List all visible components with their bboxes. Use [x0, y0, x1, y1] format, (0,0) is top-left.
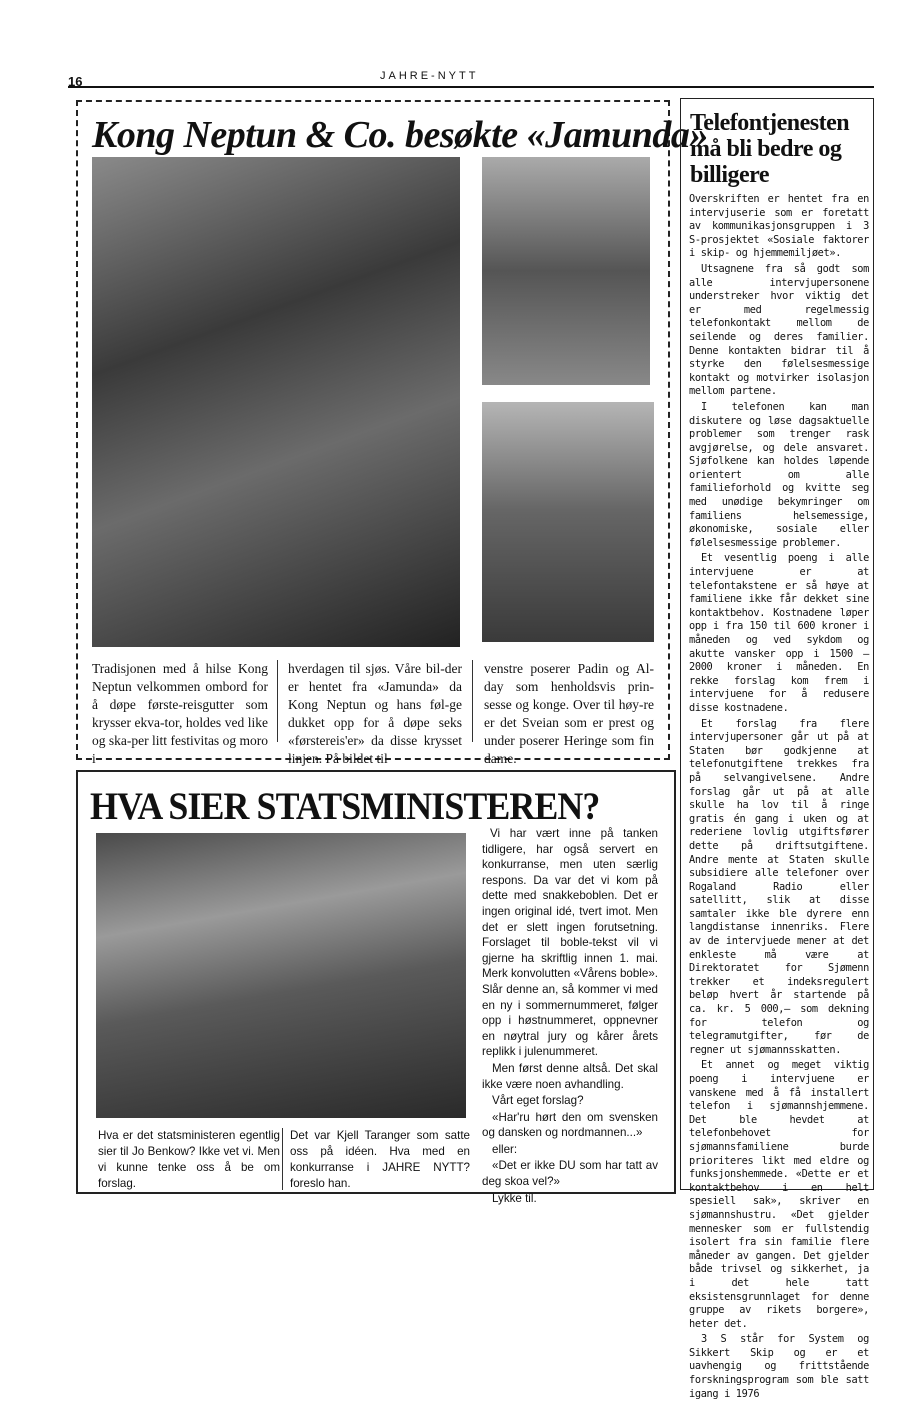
- body-paragraph: eller:: [492, 1142, 518, 1156]
- photo-fine-lady: [482, 402, 654, 642]
- sidebar-paragraph: Et annet og meget viktig poeng i intervjuene er vanskene med å få installert telefon i sjømannshjemmene. Det ble hevdet at telefonbehovet for sjømannsfamiliene burde prioriteres likt med eldre og funksjonshemmede. «Dette er et kontaktbehov i en helt spesiell sak», skriver en sjømannshustru. «Det gjelder mennesker som er fullstendig isolert fra sin familie flere måneder av gangen. Det gjelder både trivsel og sikkerhet, ja i det hele tatt eksistensgrunnlaget for denne gruppe av rikets borgere», heter det.: [689, 1059, 869, 1330]
- photo-princess-and-king: [92, 157, 460, 647]
- photo-priest: [482, 157, 650, 385]
- sidebar-title: Telefontjenesten må bli bedre og billigere: [690, 110, 850, 188]
- neptun-caption-col3: venstre poserer Padin og Al-day som henholdsvis prin-sesse og konge. Over til høy-re er det Sveian som er prest og under poserer Heringe som fin dame.: [484, 661, 654, 766]
- body-paragraph: Men først denne altså. Det skal ikke være noen avhandling.: [482, 1061, 658, 1091]
- sidebar-paragraph: I telefonen kan man diskutere og løse dagsaktuelle problemer som trenger rask avgjørelse, og dele ansvaret. Sjøfolkene kan holdes løpende orientert om alle familieforhold og kvitte seg med unødige bekymringer om familiens helsemessige, økonomiske, sosiale eller følelsesmessige problemer.: [689, 400, 869, 549]
- sidebar-body: [689, 193, 869, 1403]
- statsminister-caption-col1: Hva er det statsministeren egentlig sier til Jo Benkow? Ikke vet vi. Men vi kunne tenke oss å be om forslag.: [98, 1129, 280, 1190]
- sidebar-paragraph: 3 S står for System og Sikkert Skip og er et uavhengig og frittstående forskningsprogram som ble satt igang i 1976: [689, 1333, 869, 1400]
- column-divider: [282, 1128, 283, 1190]
- body-paragraph: «Har'ru hørt den om svensken og dansken og nordmannen...»: [482, 1110, 658, 1140]
- body-paragraph: Vi har vært inne på tanken tidligere, har også servert en konkurranse, men uten særlig respons. Da var det vi kom på dette med snakkeboblen. Det er ingen original idé, tvert imot. Men det er slett ingen forutsetning. Forslaget til boble-tekst vil vi gjerne ha skriftlig innen 1. mai. Merk konvolutten «Vårens boble». Slår denne an, så kommer vi med en ny i sommernummeret, følger opp i høstnummeret, oppnevner en nøytral jury og kårer årets replikk i julenummeret.: [482, 827, 658, 1059]
- body-paragraph: «Det er ikke DU som har tatt av deg skoa vel?»: [482, 1159, 658, 1189]
- article-neptun-title: Kong Neptun & Co. besøkte «Jamunda»: [92, 114, 708, 156]
- article-statsminister-title: HVA SIER STATSMINISTEREN?: [90, 785, 600, 828]
- sidebar-paragraph: Utsagnene fra så godt som alle intervjupersonene understreker hvor viktig det er med regelmessig telefonkontakt mellom de seilende og deres familier. Denne kontakten bidrar til å styrke den følelsesmessige kontakt og motvirker isolasjon mellom partene.: [689, 262, 869, 398]
- neptun-caption-col1: Tradisjonen med å hilse Kong Neptun velkommen ombord for å døpe første-reisgutter som krysser ekva-tor, holdes ved like og ska-per litt festivitas og moro i: [92, 661, 268, 766]
- column-divider: [277, 660, 278, 742]
- photo-parliament: [96, 833, 466, 1118]
- statsminister-caption-col2: Det var Kjell Taranger som satte oss på idéen. Hva med en konkurranse i JAHRE NYTT? foreslo han.: [290, 1129, 470, 1190]
- statsminister-body: [482, 826, 658, 1207]
- sidebar-paragraph: Overskriften er hentet fra en intervjuserie som er foretatt av kommunikasjonsgruppen i 3 S-prosjektet «Sosiale faktorer i skip- og hjemmemiljøet».: [689, 193, 869, 260]
- neptun-caption-col2: hverdagen til sjøs. Våre bil-der er hentet fra «Jamunda» da Kong Neptun og hans føl-ge dukket opp for å døpe seks «førstereis'er» da disse krysset linjen. På bildet til: [288, 661, 462, 766]
- sidebar-paragraph: Et vesentlig poeng i alle intervjuene er at telefontakstene er så høye at familiene ikke får dekket sine kontaktbehov. Kostnadene løper opp i fra 150 til 600 kroner i måneden og ved sykdom og akutte vansker opp i 1500 — 2000 kroner i måneden. En rekke forslag kom frem i intervjuene for å redusere disse kostnadene.: [689, 552, 869, 714]
- sidebar-paragraph: Et forslag fra flere intervjupersoner går ut på at Staten bør godkjenne at telefonutgiftene trekkes fra på selvangivelsene. Andre forslag går ut på at alle skulle ha lov til å ringe gratis én gang i uken og at rederiene lovlig utgiftsfører dette på driftsutgiftene. Andre mente at Staten skulle subsidiere alle telefoner over Rogaland Radio eller satellitt, slik at disse samtaler ikke ble dyrere enn langdistanse innenriks. Flere av de intervjuede mener at det enkleste må være at Direktoratet for Sjømenn trekker et indeksregulert beløp hvert år startende på ca. kr. 5 000,— som dekning for telefon og telegramutgifter, før de regner ut sjømannsskatten.: [689, 717, 869, 1056]
- body-paragraph: Lykke til.: [492, 1191, 537, 1205]
- running-title: JAHRE-NYTT: [380, 70, 479, 82]
- body-paragraph: Vårt eget forslag?: [492, 1094, 584, 1108]
- header-rule: [68, 86, 874, 88]
- page-number: 16: [68, 74, 83, 89]
- column-divider: [472, 660, 473, 742]
